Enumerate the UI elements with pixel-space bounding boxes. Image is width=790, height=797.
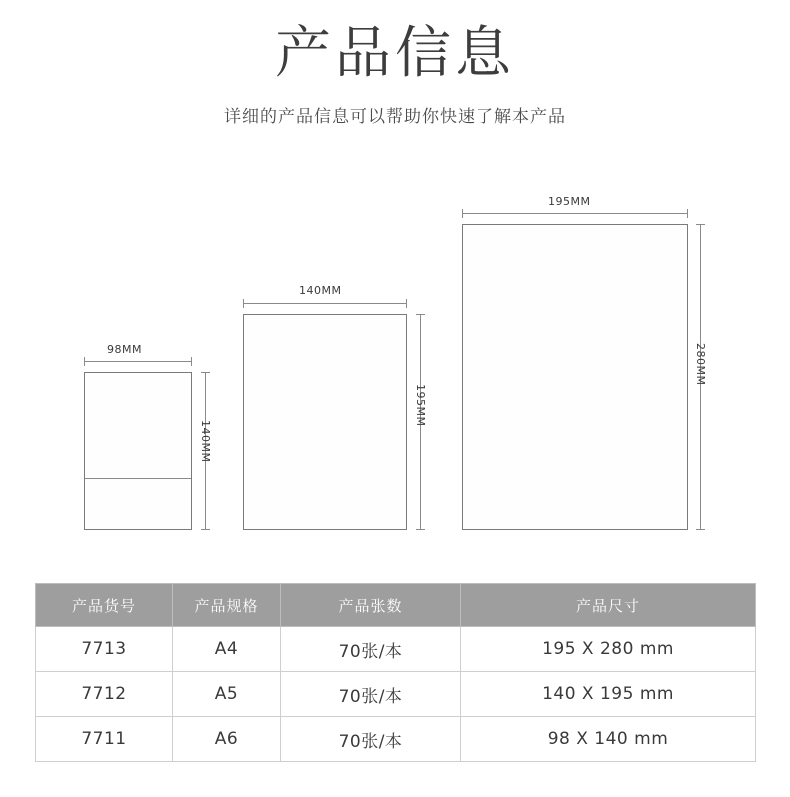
cell-sheets: 70张/本	[281, 627, 461, 672]
table-header-spec: 产品规格	[173, 584, 281, 627]
cell-sheets: 70张/本	[281, 672, 461, 717]
page-subtitle: 详细的产品信息可以帮助你快速了解本产品	[224, 107, 566, 128]
dimension-line-a5-width	[243, 303, 407, 304]
dimension-label-a5-height: 195MM	[414, 384, 427, 427]
size-diagram	[0, 180, 790, 565]
table-row	[36, 627, 756, 672]
dimension-label-a6-width: 98MM	[107, 343, 142, 356]
cell-size: 140 X 195 mm	[461, 672, 756, 717]
table-header-size: 产品尺寸	[461, 584, 756, 627]
page-title: 产品信息	[275, 21, 515, 86]
cell-spec: A6	[173, 717, 281, 762]
book-fold-line-a6	[85, 478, 191, 479]
table-header-code: 产品货号	[36, 584, 173, 627]
cell-code: 7713	[36, 627, 173, 672]
cell-code: 7712	[36, 672, 173, 717]
book-illustration-a5	[243, 314, 407, 530]
cell-spec: A4	[173, 627, 281, 672]
cell-code: 7711	[36, 717, 173, 762]
dimension-label-a5-width: 140MM	[299, 284, 342, 297]
dimension-label-a4-height: 280MM	[694, 343, 707, 386]
dimension-line-a4-width	[462, 213, 688, 214]
dimension-line-a6-width	[84, 361, 192, 362]
table-row	[36, 672, 756, 717]
cell-spec: A5	[173, 672, 281, 717]
cell-size: 98 X 140 mm	[461, 717, 756, 762]
table-row	[36, 717, 756, 762]
cell-sheets: 70张/本	[281, 717, 461, 762]
page-header	[0, 0, 790, 127]
book-illustration-a4	[462, 224, 688, 530]
product-spec-table	[35, 583, 756, 762]
dimension-label-a4-width: 195MM	[548, 195, 591, 208]
cell-size: 195 X 280 mm	[461, 627, 756, 672]
table-header-row	[36, 584, 756, 627]
book-illustration-a6	[84, 372, 192, 530]
table-header-sheets: 产品张数	[281, 584, 461, 627]
dimension-label-a6-height: 140MM	[199, 420, 212, 463]
